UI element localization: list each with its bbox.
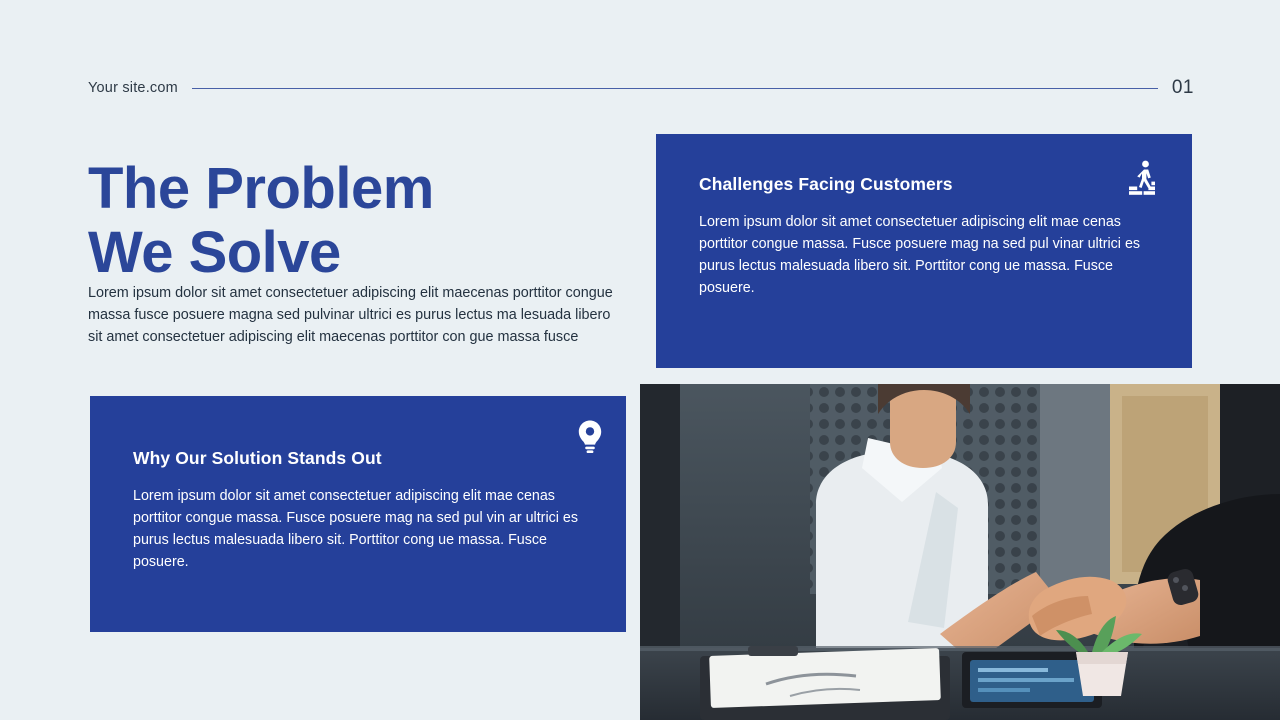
intro-paragraph: Lorem ipsum dolor sit amet consectetuer adipiscing elit maecenas porttitor congue massa fusce posuere magna sed pulvinar ultrici es purus lectus ma lesuada libero sit amet consectetuer adipiscing elit maecenas porttitor con gue massa fusce [88,285,613,346]
card-solution-title: Why Our Solution Stands Out [133,448,382,468]
page-number: 01 [1171,77,1194,98]
handshake-photo [640,384,1280,720]
card-challenges-title: Challenges Facing Customers [699,174,953,194]
card-solution [90,396,626,632]
person-climbing-stairs-icon [1120,156,1164,200]
page-title [88,157,628,285]
page-title-line-1: The Problem [88,155,434,221]
card-challenges-text: Lorem ipsum dolor sit amet consectetuer adipiscing elit mae cenas porttitor congue massa. Fusce posuere mag na sed pul vinar ultrici es purus lectus malesuada libero sit. Porttitor cong ue massa. Fusce posuere. [699,214,1141,296]
card-challenges [656,134,1192,368]
lightbulb-icon [568,414,612,458]
header-divider [192,88,1158,89]
slide-header [88,76,1194,100]
site-label: Your site.com [88,80,178,96]
page-title-line-2: We Solve [88,219,341,285]
card-solution-text: Lorem ipsum dolor sit amet consectetuer adipiscing elit mae cenas porttitor congue massa. Fusce posuere mag na sed pul vin ar ultrici es purus lectus malesuada libero sit. Porttitor cong ue massa. Fusce posuere. [133,488,579,570]
